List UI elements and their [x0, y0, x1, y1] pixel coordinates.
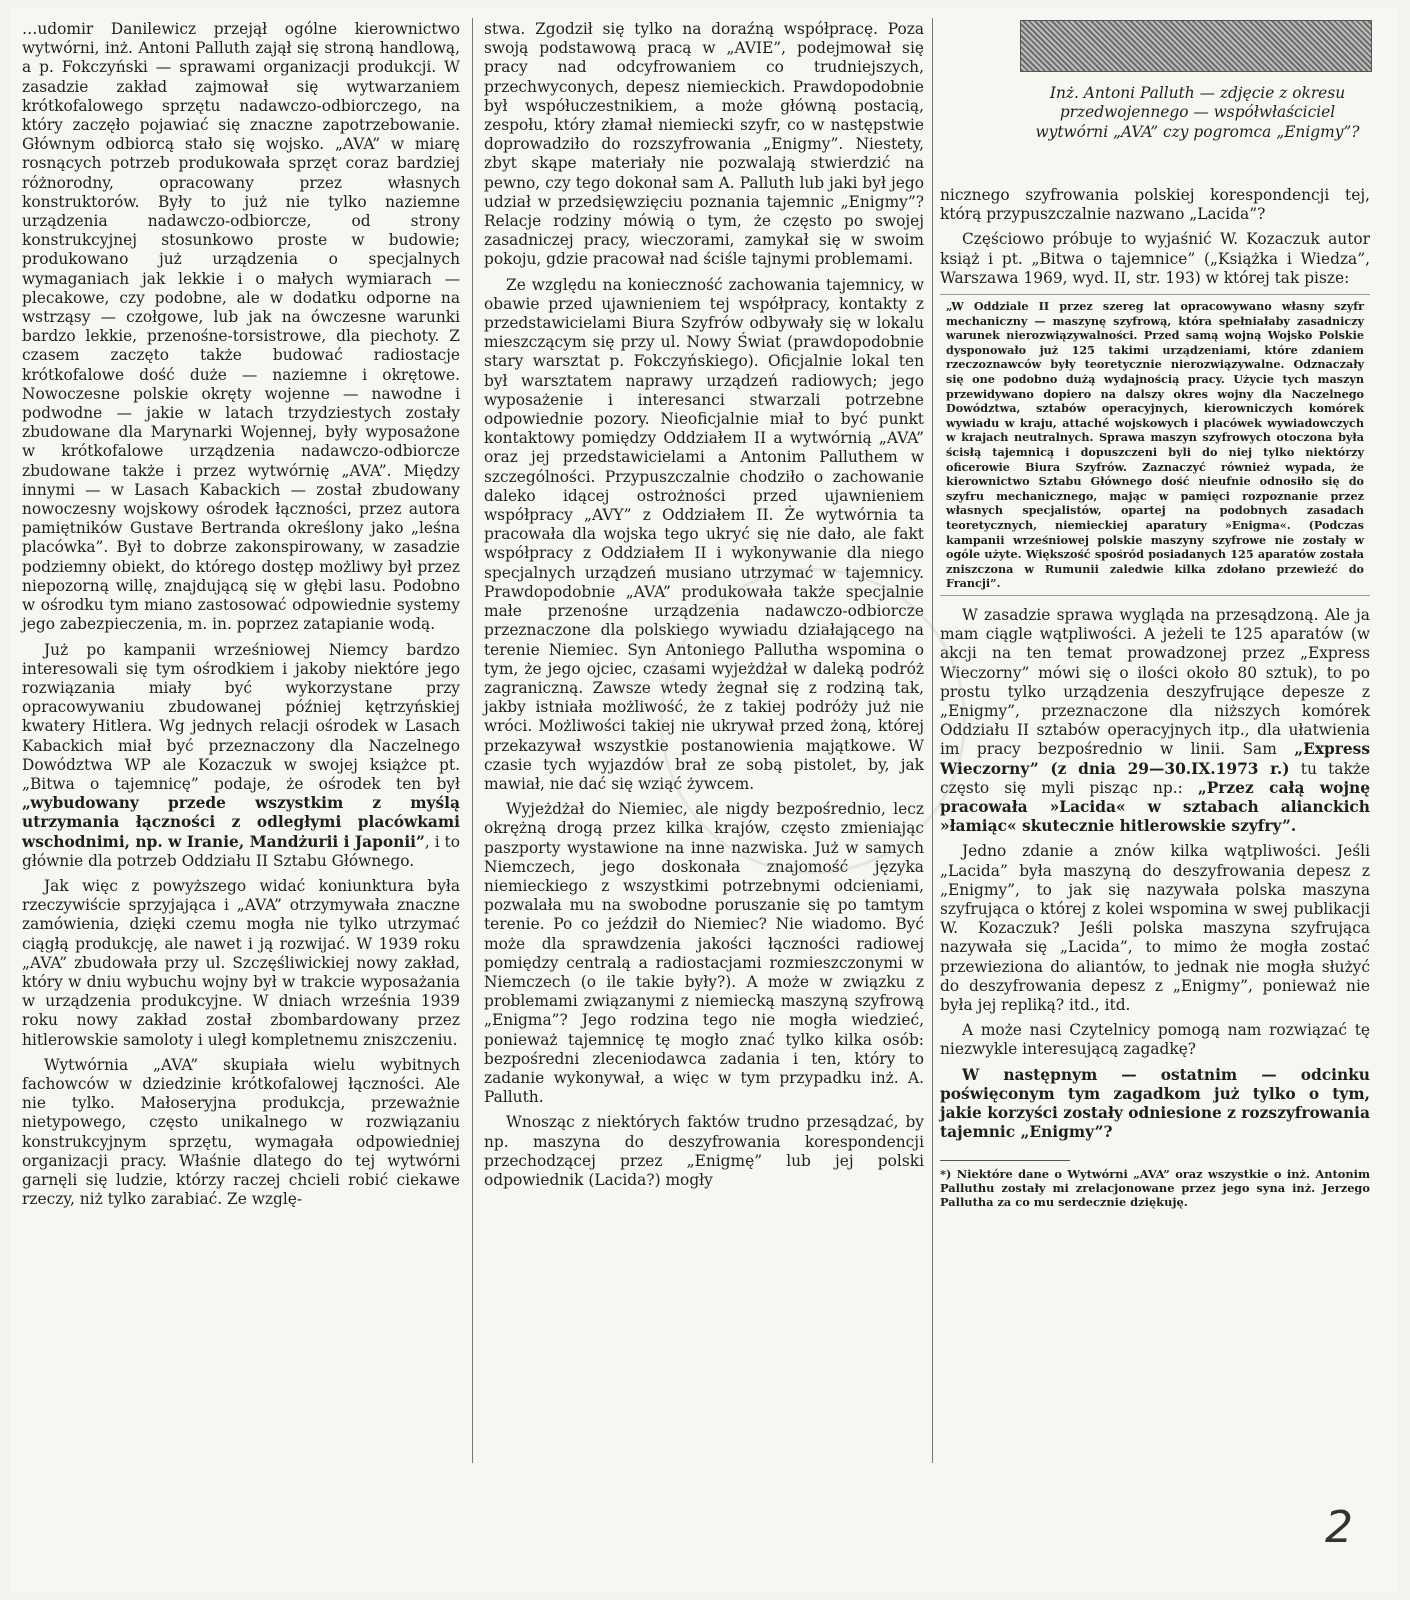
- newspaper-clipping: [10, 8, 1398, 1593]
- footnote: *) Niektóre dane o Wytwórni „AVA” oraz wszystkie o inż. Antonim Palluthu zostały mi zrelacjonowane przez jego syna inż. Jerzego Pallutha za co mu serdecznie dziękuję.: [940, 1167, 1370, 1210]
- paragraph: Ze względu na konieczność zachowania tajemnicy, w obawie przed ujawnieniem tej współpracy, kontakty z przedstawicielami Biura Szyfrów odbywały się w lokalu mieszczącym się przy ul. Nowy Świat (prawdopodobnie stary warsztat p. Fokczyńskiego). Oficjalnie lokal ten był warsztatem naprawy urządzeń radiowych; jego wyposażenie i interesanci stwarzali potrzebne odpowiednie pozory. Nieoficjalnie miał to być punkt kontaktowy pomiędzy Oddziałem II a wytwórnią „AVA” oraz jej przedstawicielami a Antonim Palluthem w szczególności. Przypuszczalnie chodziło o zachowanie daleko idącej ostrożności przed ujawnieniem współpracy „AVY” z Oddziałem II. Że wytwórnia ta pracowała dla wojska tego ukryć się nie dało, ale fakt współpracy z Oddziałem II i wykonywanie dla niego specjalnych urządzeń musiano utrzymać w tajemnicy. Prawdopodobnie „AVA” produkowała także specjalnie małe przenośne urządzenia nadawczo-odbiorcze przeznaczone dla polskiego wywiadu działającego na terenie Niemiec. Syn Antoniego Pallutha wspomina o tym, że jego ojciec, czasami wyjeżdżał w daleką podróż zagraniczną. Zawsze wtedy żegnał się z rodziną tak, jakby istniała możliwość, że z takiej podróży już nie wróci. Możliwości takiej nie ukrywał przed żoną, której przekazywał wszystkie postanowienia majątkowe. W czasie tych wyjazdów brał ze sobą pistolet, by, jak mawiał, nie dać się wziąć żywcem.: [484, 275, 924, 793]
- quote-bold: „wybudowany przede wszystkim z myślą utrzymania łączności z odległymi placówkami wschodnimi, np. w Iranie, Mandżurii i Japonii”: [22, 794, 460, 851]
- source-bold: „Express Wieczorny” (z dnia 29—30.IX.1973 r.): [940, 740, 1370, 778]
- column-2: [484, 20, 924, 1196]
- paragraph: Częściowo próbuje to wyjaśnić W. Kozaczuk autor książ i pt. „Bitwa o tajemnice” („Książka i Wiedza”, Warszawa 1969, wyd. II, str. 193) w której tak pisze:: [940, 230, 1370, 287]
- paragraph: Jak więc z powyższego widać koniunktura była rzeczywiście sprzyjająca i „AVA” otrzymywała znaczne zamówienia, dzięki czemu mogła nie tylko utrzymać ciągłą produkcję, ale nawet i ją rozwijać. W 1939 roku „AVA” zbudowała przy ul. Szczęśliwickiej nowy zakład, który w dniu wybuchu wojny był w trakcie wyposażania w urządzenia produkcyjne. W dniach września 1939 roku nowy zakład został zbombardowany przez hitlerowskie samoloty i uległ kompletnemu zniszczeniu.: [22, 876, 460, 1049]
- paragraph: Wyjeżdżał do Niemiec, ale nigdy bezpośrednio, lecz okrężną drogą przez kilka krajów, często zmieniając paszporty wystawione na inne nazwiska. Już w samych Niemczech, jego doskonała znajomość języka niemieckiego z wszystkimi potrzebnymi odcieniami, pozwalała mu na swobodne poruszanie się po tamtym terenie. Po co jeździł do Niemiec? Nie wiadomo. Być może dla sprawdzenia jakości łączności radiowej pomiędzy centralą a radiostacjami rozmieszczonymi w Niemczech (o ile takie były?). A może w związku z problemami związanymi z niemiecką maszyną szyfrową „Enigma”? Jego rodzina tego nie mogła wiedzieć, ponieważ tajemnicę tę mogło znać tylko kilka osób: bezpośredni zleceniodawca zadania i ten, który to zadanie wykonywał, a więc w tym przypadku inż. A. Palluth.: [484, 800, 924, 1107]
- paragraph: Wytwórnia „AVA” skupiała wielu wybitnych fachowców w dziedzinie krótkofalowej łączności. Ale nie tylko. Małoseryjna produkcja, przeważnie nietypowego, często unikalnego w rozwiązaniu konstrukcyjnym sprzętu, wymagała odpowiedniej organizacji pracy. Właśnie dlatego do tej wytwórni garnęli się ludzie, którzy raczej chcieli robić ciekawe rzeczy, niż tylko zarabiać. Ze wzglę-: [22, 1055, 460, 1209]
- text-run: W zasadzie sprawa wygląda na przesądzoną. Ale ja mam ciągle wątpliwości. A jeżeli te 125 aparatów (w akcji na ten temat prowadzonej przez „Express Wieczorny” mówi się o ilości około 80 sztuk), to po prostu tylko urządzenia deszyfrujące depesze z „Enigmy”, przeznaczone dla niższych komórek Oddziału II sztabów operacyjnych itp., dla ułatwienia im pracy bezpośrednio w linii. Sam: [940, 605, 1370, 759]
- photo-caption: Inż. Antoni Palluth — zdjęcie z okresu przedwojennego — współwłaściciel wytwórni „AVA” czy pogromca „Enigmy”?: [1035, 84, 1360, 141]
- column-divider: [932, 18, 933, 1463]
- page-number: 2: [1325, 1502, 1353, 1553]
- paragraph: stwa. Zgodził się tylko na doraźną współpracę. Poza swoją podstawową pracą w „AVIE”, podejmował się pracy nad odcyfrowaniem co trudniejszych, przechwyconych, depesz niemieckich. Prawdopodobnie był współuczestnikiem, a może główną postacią, zespołu, który złamał niemiecki szyfr, co w następstwie doprowadziło do rozszyfrowania „Enigmy”. Niestety, zbyt skąpe materiały nie pozwalają stwierdzić na pewno, czy tego dokonał sam A. Palluth lub jaki był jego udział w przedsięwzięciu poznania tajemnic „Enigmy”? Relacje rodziny mówią o tym, że często po swojej zasadniczej pracy, wieczorami, zamykał się w swoim pokoju, gdzie pracował nad ściśle tajnymi problemami.: [484, 20, 924, 269]
- text-run: , i to głównie dla potrzeb Oddziału II Sztabu Głównego.: [22, 832, 460, 870]
- column-3: [940, 186, 1370, 1209]
- paragraph: [940, 606, 1370, 836]
- next-episode-note: W następnym — ostatnim — odcinku poświęconym tym zagadkom już tylko o tym, jakie korzyści zostały odniesione z rozszyfrowania tajemnic „Enigmy”?: [940, 1065, 1370, 1142]
- footnote-rule: [940, 1160, 1070, 1167]
- text-run: Już po kampanii wrześniowej Niemcy bardzo interesowali się tym ośrodkiem i jakoby niektóre jego rozwiązania miały być wykorzystane przy opracowywaniu zbudowanej później kętrzyńskiej kwatery Hitlera. Wg jednych relacji ośrodek w Lasach Kabackich miał być przeznaczony dla Naczelnego Dowództwa WP ale Kozaczuk w swojej książce pt. „Bitwa o tajemnicę” podaje, że ośrodek ten był: [22, 640, 460, 793]
- paragraph: A może nasi Czytelnicy pomogą nam rozwiązać tę niezwykle interesującą zagadkę?: [940, 1021, 1370, 1059]
- column-1: [22, 20, 460, 1215]
- paragraph: …udomir Danilewicz przejął ogólne kierownictwo wytwórni, inż. Antoni Palluth zajął się stroną handlową, a p. Fokczyński — sprawami organizacji produkcji. W zasadzie zakład zajmował się wytwarzaniem krótkofalowego sprzętu nadawczo-odbiorczego, na który zaczęło pojawiać się znaczne zapotrzebowanie. Głównym odbiorcą stało się wojsko. „AVA” w miarę rosnących potrzeb produkowała sprzęt coraz bardziej różnorodny, opracowany przez własnych konstruktorów. Były to już nie tylko naziemne urządzenia nadawczo-odbiorcze, od strony konstrukcyjnej stosunkowo proste w budowie; produkowano już urządzenia o specjalnych wymaganiach jak lekkie i o małych wymiarach — plecakowe, czy podobne, ale w dodatku odporne na wstrząsy — czołgowe, lub jak na ówczesne warunki bardzo lekkie, przenośne-torsistrowe, dla piechoty. Z czasem zaczęto także budować radiostacje krótkofalowe dość duże — naziemne i okrętowe. Nowoczesne polskie okręty wojenne — nawodne i podwodne — jakie w latach trzydziestych zostały zbudowane dla Marynarki Wojennej, były wyposażone w krótkofalowe urządzenia nadawczo-odbiorcze zbudowane także i przez wytwórnię „AVA”. Między innymi — w Lasach Kabackich — został zbudowany nowoczesny wojskowy ośrodek łączności, przez autora pamiętników Gustave Bertranda określony jako „leśna placówka”. Był to dobrze zakonspirowany, w zasadzie podziemny obiekt, do którego dostęp możliwy był przez niepozorną willę, znajdującą się w głębi lasu. Podobno w ośrodku tym miano zastosować odpowiednie systemy jego zabezpieczenia, m. in. poprzez zatapianie wodą.: [22, 20, 460, 634]
- paragraph: nicznego szyfrowania polskiej korespondencji tej, którą przypuszczalnie nazwano „Lacida”?: [940, 186, 1370, 224]
- block-quote: „W Oddziale II przez szereg lat opracowywano własny szyfr mechaniczny — maszynę szyfrową, która spełniałaby zasadniczy warunek nierozwiązywalności. Przed samą wojną Wojsko Polskie dysponowało już 125 takimi urządzeniami, które zdaniem rzeczoznawców były teoretycznie nierozwiązywalne. Odznaczały się one podobno dużą wydajnością pracy. Użycie tych maszyn przewidywano dopiero na dalszy okres wojny dla Naczelnego Dowództwa, sztabów operacyjnych, kierowniczych komórek wywiadu w kraju, attaché wojskowych i placówek wywiadowczych w krajach neutralnych. Sprawa maszyn szyfrowych otoczona była ścisłą tajemnicą i dopuszczeni byli do niej tylko niektórzy oficerowie Biura Szyfrów. Zaznaczyć również wypada, że kierownictwo Sztabu Głównego dość nieufnie odnosiło się do szyfru mechanicznego, mając w pamięci rozpoznanie przez własnych specjalistów, opartej na podobnych zasadach teoretycznych, niemieckiej aparatury »Enigma«. (Podczas kampanii wrześniowej polskie maszyny szyfrowe nie zostały w ogóle użyte. Większość spośród posiadanych 125 aparatów została zniszczona w Rumunii zaledwie kilka zdołano przewieźć do Francji”.: [940, 294, 1370, 596]
- column-divider: [472, 18, 473, 1463]
- portrait-photo-icon: [1020, 20, 1372, 72]
- paragraph: [22, 641, 460, 871]
- paragraph: Jedno zdanie a znów kilka wątpliwości. Jeśli „Lacida” była maszyną do deszyfrowania depesz z „Enigmy”, to jak się nazywała polska maszyna szyfrująca o której z kolei wspomina w swej publikacji W. Kozaczuk? Jeśli polska maszyna szyfrująca nazywała się „Lacida”, to mimo że mogła zostać przewieziona do aliantów, to jednak nie mogła służyć do deszyfrowania depesz z „Enigmy”, ponieważ nie była jej repliką? itd., itd.: [940, 842, 1370, 1014]
- text-run: tu także często się myli pisząc np.:: [940, 759, 1370, 797]
- quote-bold: „Przez całą wojnę pracowała »Lacida« w sztabach alianckich »łamiąc« skutecznie hitlerowskie szyfry”.: [940, 778, 1370, 836]
- paragraph: Wnosząc z niektórych faktów trudno przesądzać, by np. maszyna do deszyfrowania korespondencji przechodzącej przez „Enigmę” lub jej polski odpowiednik (Lacida?) mogły: [484, 1113, 924, 1189]
